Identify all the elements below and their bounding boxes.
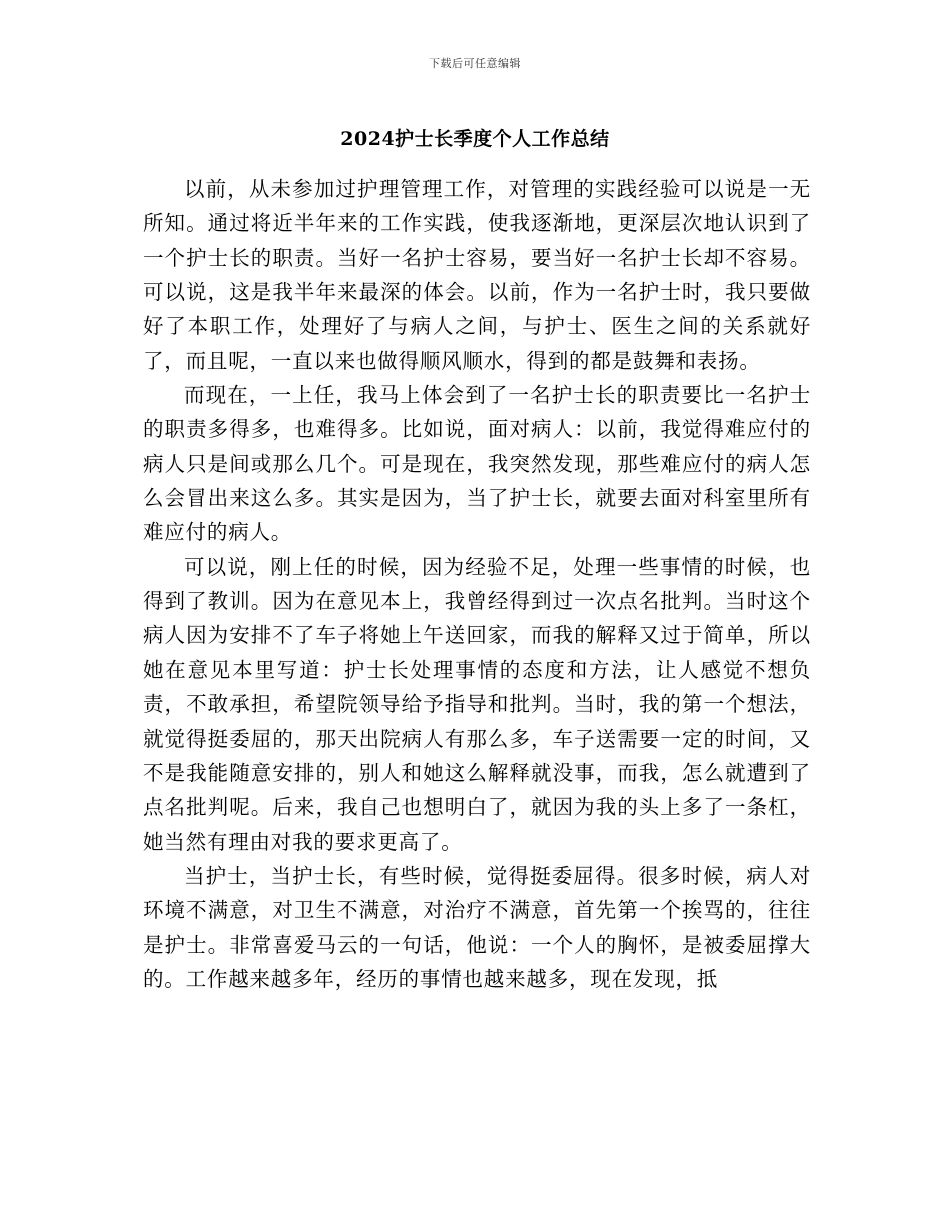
header-note: 下载后可任意编辑 [429, 57, 521, 70]
paragraph-2: 而现在，一上任，我马上体会到了一名护士长的职责要比一名护士的职责多得多，也难得多。比如说，面对病人：以前，我觉得难应付的病人只是间或那么几个。可是现在，我突然发现，那些难应付的病人怎么会冒出来这么多。其实是因为，当了护士长，就要去面对科室里所有难应付的病人。 [143, 383, 811, 545]
paragraph-4: 当护士，当护士长，有些时候，觉得挺委屈得。很多时候，病人对环境不满意，对卫生不满意，对治疗不满意，首先第一个挨骂的，往往是护士。非常喜爱马云的一句话，他说：一个人的胸怀，是被委屈撑大的。工作越来越多年，经历的事情也越来越多，现在发现，抵 [143, 863, 811, 991]
paragraph-3: 可以说，刚上任的时候，因为经验不足，处理一些事情的时候，也得到了教训。因为在意见本上，我曾经得到过一次点名批判。当时这个病人因为安排不了车子将她上午送回家，而我的解释又过于简单，所以她在意见本里写道：护士长处理事情的态度和方法，让人感觉不想负责，不敢承担，希望院领导给予指导和批判。当时，我的第一个想法，就觉得挺委屈的，那天出院病人有那么多，车子送需要一定的时间，又不是我能随意安排的，别人和她这么解释就没事，而我，怎么就遭到了点名批判呢。后来，我自己也想明白了，就因为我的头上多了一条杠，她当然有理由对我的要求更高了。 [143, 554, 811, 854]
paragraph-1: 以前，从未参加过护理管理工作，对管理的实践经验可以说是一无所知。通过将近半年来的工作实践，使我逐渐地，更深层次地认识到了一个护士长的职责。当好一名护士容易，要当好一名护士长却不容易。可以说，这是我半年来最深的体会。以前，作为一名护士时，我只要做好了本职工作，处理好了与病人之间，与护士、医生之间的关系就好了，而且呢，一直以来也做得顺风顺水，得到的都是鼓舞和表扬。 [143, 177, 811, 373]
document-title: 2024护士长季度个人工作总结 [340, 128, 610, 150]
document-body [143, 172, 811, 996]
